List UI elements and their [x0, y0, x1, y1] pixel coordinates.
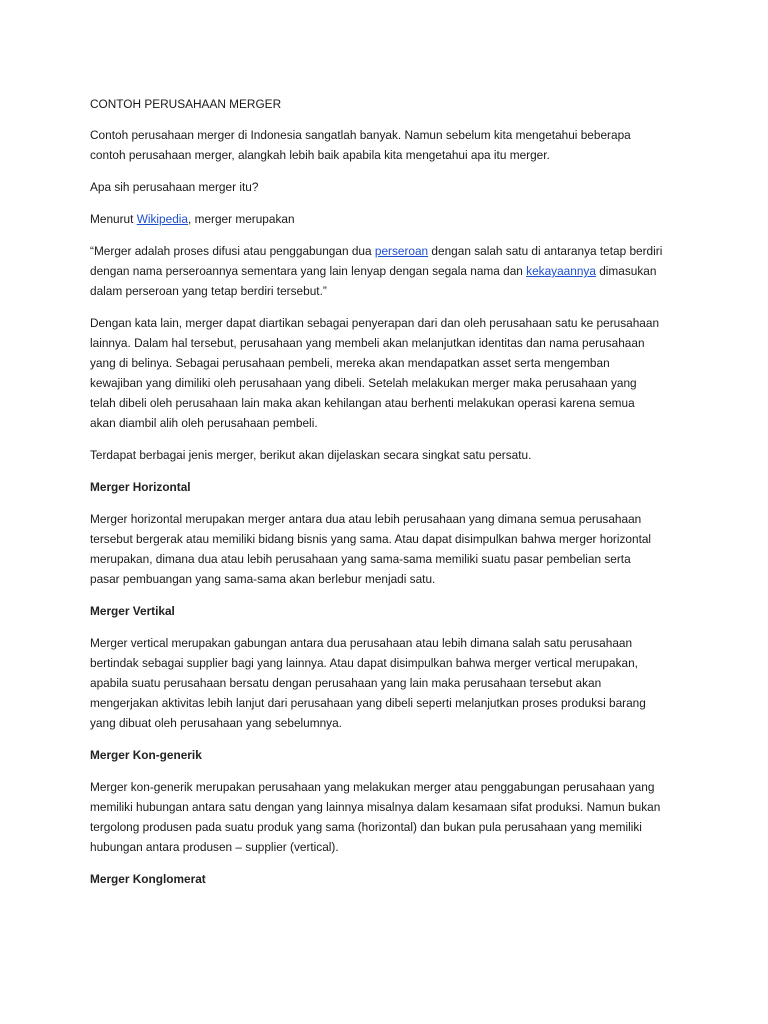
quote-paragraph: [90, 241, 663, 301]
section-body-horizontal: Merger horizontal merupakan merger antara dua atau lebih perusahaan yang dimana semua perusahaan tersebut bergerak atau memiliki bidang bisnis yang sama. Atau dapat disimpulkan bahwa merger horizontal merupakan, dimana dua atau lebih perusahaan yang sama-sama memiliki suatu pasar pembelian serta pasar pembuangan yang sama-sama akan berlebur menjadi satu.: [90, 512, 652, 586]
section-body-kon-generik: Merger kon-generik merupakan perusahaan yang melakukan merger atau penggabungan perusahaan yang memiliki hubungan antara satu dengan yang lainnya misalnya dalam kesamaan sifat produksi. Namun bukan tergolong produsen pada suatu produk yang sama (horizontal) dan bukan pula perusahaan yang memiliki hubungan antara produsen – supplier (vertical).: [90, 780, 661, 854]
types-intro-paragraph: Terdapat berbagai jenis merger, berikut akan dijelaskan secara singkat satu persatu.: [90, 448, 532, 462]
quote-text-3: dimasukan dalam perseroan yang tetap berdiri tersebut.”: [90, 264, 657, 298]
menurut-text-before: Menurut: [90, 212, 137, 226]
menurut-paragraph: [90, 209, 663, 229]
intro-paragraph: Contoh perusahaan merger di Indonesia sangatlah banyak. Namun sebelum kita mengetahui beberapa contoh perusahaan merger, alangkah lebih baik apabila kita mengetahui apa itu merger.: [90, 128, 631, 162]
section-heading-konglomerat: Merger Konglomerat: [90, 872, 206, 886]
quote-text-2: dengan salah satu di antaranya tetap berdiri dengan nama perseroannya sementara yang lain lenyap dengan segala nama dan: [90, 244, 663, 278]
document-title: CONTOH PERUSAHAAN MERGER: [90, 97, 282, 111]
section-heading-vertikal: Merger Vertikal: [90, 604, 175, 618]
menurut-text-after: , merger merupakan: [188, 212, 295, 226]
kekayaannya-link[interactable]: kekayaannya: [526, 264, 596, 278]
explanation-paragraph: Dengan kata lain, merger dapat diartikan sebagai penyerapan dari dan oleh perusahaan satu ke perusahaan lainnya. Dalam hal tersebut, perusahaan yang membeli akan melanjutkan identitas dan nama perusahaan yang di belinya. Sebagai perusahaan pembeli, mereka akan mendapatkan asset serta mengemban kewajiban yang dimiliki oleh perusahaan yang dibeli. Setelah melakukan merger maka perusahaan yang telah dibeli oleh perusahaan lain maka akan kehilangan atau berhenti melakukan operasi karena semua akan diambil alih oleh perusahaan pembeli.: [90, 316, 660, 430]
section-heading-horizontal: Merger Horizontal: [90, 480, 191, 494]
perseroan-link[interactable]: perseroan: [374, 244, 429, 258]
document-page: [90, 94, 663, 901]
section-body-vertikal: Merger vertical merupakan gabungan antara dua perusahaan atau lebih dimana salah satu perusahaan bertindak sebagai supplier bagi yang lainnya. Atau dapat disimpulkan bahwa merger vertical merupakan, apabila suatu perusahaan bersatu dengan perusahaan yang lain maka perusahaan tersebut akan mengerjakan aktivitas lebih lanjut dari perusahaan yang dibeli seperti melanjutkan proses produksi barang yang dibuat oleh perusahaan yang sebelumnya.: [90, 636, 646, 730]
wikipedia-link[interactable]: Wikipedia: [136, 212, 189, 226]
section-heading-kon-generik: Merger Kon-generik: [90, 748, 202, 762]
question-heading: Apa sih perusahaan merger itu?: [90, 180, 259, 194]
quote-text-1: “Merger adalah proses difusi atau penggabungan dua: [90, 244, 375, 258]
